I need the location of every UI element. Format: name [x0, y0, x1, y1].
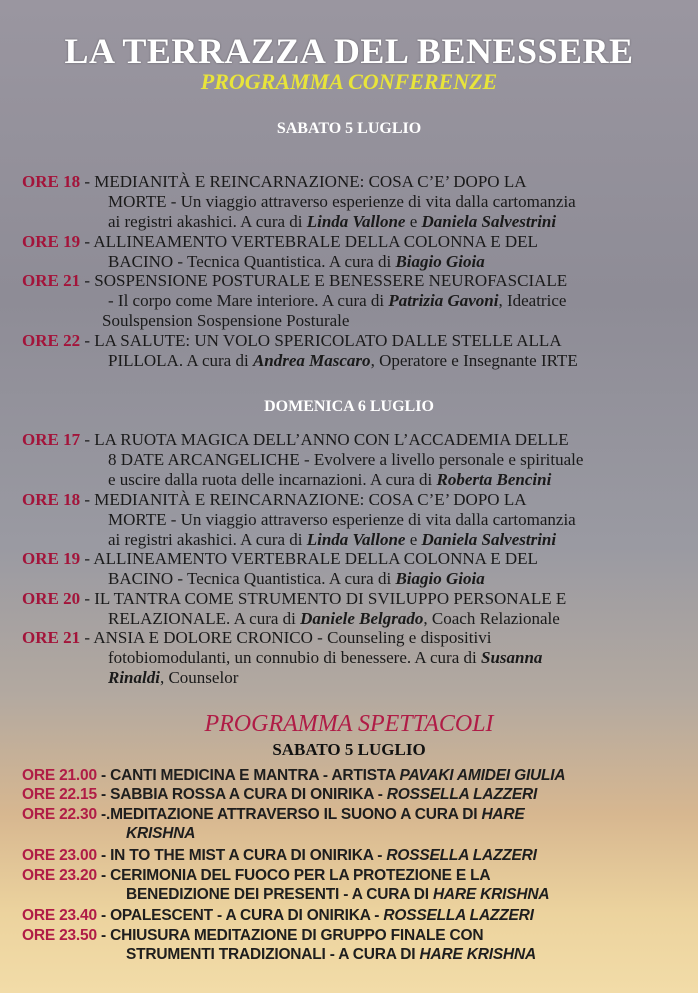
entry-time: ORE 20 — [22, 589, 81, 608]
conference-entry: ORE 19 - ALLINEAMENTO VERTEBRALE DELLA COLONNA E DEL BACINO - Tecnica Quantistica. A cura di Biagio Gioia — [22, 232, 538, 271]
show-text: CERIMONIA DEL FUOCO PER LA PROTEZIONE E LA — [110, 867, 491, 884]
speaker-name: Daniela Salvestrini — [421, 530, 557, 549]
section-title-shows: PROGRAMMA SPETTACOLI — [204, 711, 494, 737]
entry-text: ai registri akashici. A cura di — [108, 530, 307, 549]
day-heading-sunday: DOMENICA 6 LUGLIO — [264, 398, 434, 415]
conference-entry: ORE 20 - IL TANTRA COME STRUMENTO DI SVILUPPO PERSONALE E RELAZIONALE. A cura di Daniele Belgrado, Coach Relazionale — [22, 589, 567, 628]
entry-text: e — [405, 530, 422, 549]
artist-name: ROSSELLA LAZZERI — [386, 786, 538, 803]
entry-text: , Coach Relazionale — [423, 609, 560, 628]
artist-name: ROSSELLA LAZZERI — [383, 907, 534, 924]
show-time: ORE 22.15 — [22, 786, 97, 803]
entry-text: MORTE - Un viaggio attraverso esperienze di vita dalla cartomanzia — [108, 192, 576, 211]
artist-name: HARE — [481, 806, 525, 823]
entry-title: ALLINEAMENTO VERTEBRALE DELLA COLONNA E DEL — [93, 549, 538, 568]
show-text: CHIUSURA MEDITAZIONE DI GRUPPO FINALE CON — [110, 927, 484, 944]
entry-time: ORE 21 — [22, 628, 81, 647]
entry-text: BACINO - Tecnica Quantistica. A cura di — [108, 569, 396, 588]
speaker-name: Patrizia Gavoni — [388, 291, 499, 310]
entry-text: MORTE - Un viaggio attraverso esperienze di vita dalla cartomanzia — [108, 510, 576, 529]
entry-title: SOSPENSIONE POSTURALE E BENESSERE NEUROFASCIALE — [94, 271, 568, 290]
conference-entry: ORE 19 - ALLINEAMENTO VERTEBRALE DELLA COLONNA E DEL BACINO - Tecnica Quantistica. A cura di Biagio Gioia — [22, 549, 538, 588]
entry-title: MEDIANITÀ E REINCARNAZIONE: COSA C’E’ DOPO LA — [94, 172, 527, 191]
conference-entry: ORE 18 - MEDIANITÀ E REINCARNAZIONE: COSA C’E’ DOPO LA MORTE - Un viaggio attraverso esperienze di vita dalla cartomanzia ai registri akashici. A cura di Linda Vallone e Daniela Salvestrini — [22, 172, 690, 232]
entry-title: LA SALUTE: UN VOLO SPERICOLATO DALLE STELLE ALLA — [94, 331, 562, 350]
speaker-name: Roberta Bencini — [436, 470, 552, 489]
entry-text: e — [405, 212, 422, 231]
artist-name: HARE KRISHNA — [432, 886, 550, 903]
entry-time: ORE 22 — [22, 331, 81, 350]
show-entry — [22, 805, 690, 843]
artist-name: HARE KRISHNA — [419, 946, 536, 963]
day-heading-saturday: SABATO 5 LUGLIO — [276, 120, 422, 137]
speaker-name: Linda Vallone — [306, 530, 406, 549]
entry-title: ANSIA E DOLORE CRONICO - Counseling e dispositivi — [93, 628, 492, 647]
entry-title: LA RUOTA MAGICA DELL’ANNO CON L’ACCADEMIA DELLE — [94, 430, 569, 449]
page-subtitle: PROGRAMMA CONFERENZE — [200, 69, 498, 94]
speaker-name: Daniele Belgrado — [300, 609, 424, 628]
day-heading-shows: SABATO 5 LUGLIO — [272, 740, 426, 759]
show-time: ORE 22.30 — [22, 806, 97, 823]
entry-text: PILLOLA. A cura di — [108, 351, 253, 370]
conference-entry: ORE 22 - LA SALUTE: UN VOLO SPERICOLATO DALLE STELLE ALLA PILLOLA. A cura di Andrea Mascaro, Operatore e Insegnante IRTE — [22, 331, 578, 370]
entry-text: , Ideatrice — [498, 291, 567, 310]
conference-entry: ORE 18 - MEDIANITÀ E REINCARNAZIONE: COSA C’E’ DOPO LA MORTE - Un viaggio attraverso esperienze di vita dalla cartomanzia ai registri akashici. A cura di Linda Vallone e Daniela Salvestrini — [22, 490, 690, 550]
entry-time: ORE 17 — [22, 430, 81, 449]
entry-text: e uscire dalla ruota delle incarnazioni. A cura di — [108, 470, 437, 489]
entry-time: ORE 19 — [22, 549, 81, 568]
speaker-name: Susanna — [481, 648, 543, 667]
speaker-name: Biagio Gioia — [395, 252, 485, 271]
speaker-name: Daniela Salvestrini — [421, 212, 557, 231]
show-time: ORE 23.00 — [22, 847, 97, 864]
show-text: BENEDIZIONE DEI PRESENTI - A CURA DI — [126, 886, 433, 903]
conference-entry: ORE 21 - SOSPENSIONE POSTURALE E BENESSERE NEUROFASCIALE - Il corpo come Mare interiore. A cura di Patrizia Gavoni, Ideatrice Soulspension Sospensione Posturale — [22, 271, 690, 331]
show-entry: ORE 23.20 - CERIMONIA DEL FUOCO PER LA PROTEZIONE E LA BENEDIZIONE DEI PRESENTI - A CURA DI HARE KRISHNA — [22, 867, 550, 903]
entry-title: MEDIANITÀ E REINCARNAZIONE: COSA C’E’ DOPO LA — [94, 490, 527, 509]
entry-text: , Operatore e Insegnante IRTE — [370, 351, 578, 370]
entry-time: ORE 18 — [22, 490, 81, 509]
show-entry: ORE 22.15 - SABBIA ROSSA A CURA DI ONIRIKA - ROSSELLA LAZZERI — [22, 786, 538, 803]
entry-title: ALLINEAMENTO VERTEBRALE DELLA COLONNA E DEL — [93, 232, 538, 251]
show-time: ORE 23.20 — [22, 867, 97, 884]
show-time: ORE 21.00 — [22, 767, 97, 784]
show-entry: ORE 21.00 - CANTI MEDICINA E MANTRA - ARTISTA PAVAKI AMIDEI GIULIA — [22, 767, 566, 784]
speaker-name: Linda Vallone — [306, 212, 406, 231]
show-entry: ORE 23.00 - IN TO THE MIST A CURA DI ONIRIKA - ROSSELLA LAZZERI — [22, 847, 537, 864]
show-entry: ORE 23.50 - CHIUSURA MEDITAZIONE DI GRUPPO FINALE CON STRUMENTI TRADIZIONALI - A CURA DI HARE KRISHNA — [22, 927, 536, 963]
conference-entry: ORE 17 - LA RUOTA MAGICA DELL’ANNO CON L’ACCADEMIA DELLE 8 DATE ARCANGELICHE - Evolvere a livello personale e spirituale e uscire dalla ruota delle incarnazioni. A cura di Roberta Bencini — [22, 430, 690, 490]
entry-time: ORE 19 — [22, 232, 81, 251]
speaker-name: Andrea Mascaro — [252, 351, 371, 370]
entry-text: fotobiomodulanti, un connubio di benessere. A cura di — [108, 648, 481, 667]
show-entry: ORE 23.40 - OPALESCENT - A CURA DI ONIRIKA - ROSSELLA LAZZERI — [22, 907, 534, 924]
show-separator: -. — [96, 806, 111, 823]
artist-name: PAVAKI AMIDEI GIULIA — [399, 767, 566, 784]
artist-name: KRISHNA — [126, 825, 196, 842]
conference-entry: ORE 21 - ANSIA E DOLORE CRONICO - Counseling e dispositivi fotobiomodulanti, un connubio di benessere. A cura di Susanna Rinaldi, Counselor — [22, 628, 543, 687]
show-text: STRUMENTI TRADIZIONALI - A CURA DI — [126, 946, 420, 963]
entry-time: ORE 21 — [22, 271, 81, 290]
entry-text: BACINO - Tecnica Quantistica. A cura di — [108, 252, 396, 271]
show-text: CANTI MEDICINA E MANTRA - ARTISTA — [110, 767, 400, 784]
show-text: MEDITAZIONE ATTRAVERSO IL SUONO A CURA DI — [110, 806, 482, 823]
entry-text: - Il corpo come Mare interiore. A cura di — [108, 291, 389, 310]
show-text: OPALESCENT - A CURA DI ONIRIKA - — [110, 907, 384, 924]
show-text: IN TO THE MIST A CURA DI ONIRIKA - — [110, 847, 387, 864]
show-text: SABBIA ROSSA A CURA DI ONIRIKA - — [110, 786, 387, 803]
entry-text: RELAZIONALE. A cura di — [108, 609, 301, 628]
speaker-name: Rinaldi — [108, 668, 160, 687]
show-time: ORE 23.40 — [22, 907, 97, 924]
entry-text: ai registri akashici. A cura di — [108, 212, 307, 231]
entry-time: ORE 18 — [22, 172, 81, 191]
page-title: LA TERRAZZA DEL BENESSERE — [64, 31, 634, 71]
entry-text: 8 DATE ARCANGELICHE - Evolvere a livello personale e spirituale — [108, 450, 584, 469]
show-time: ORE 23.50 — [22, 927, 97, 944]
entry-text: Soulspension Sospensione Posturale — [102, 311, 350, 330]
artist-name: ROSSELLA LAZZERI — [386, 847, 537, 864]
speaker-name: Biagio Gioia — [395, 569, 485, 588]
entry-title: IL TANTRA COME STRUMENTO DI SVILUPPO PERSONALE E — [94, 589, 567, 608]
entry-text: , Counselor — [159, 668, 239, 687]
